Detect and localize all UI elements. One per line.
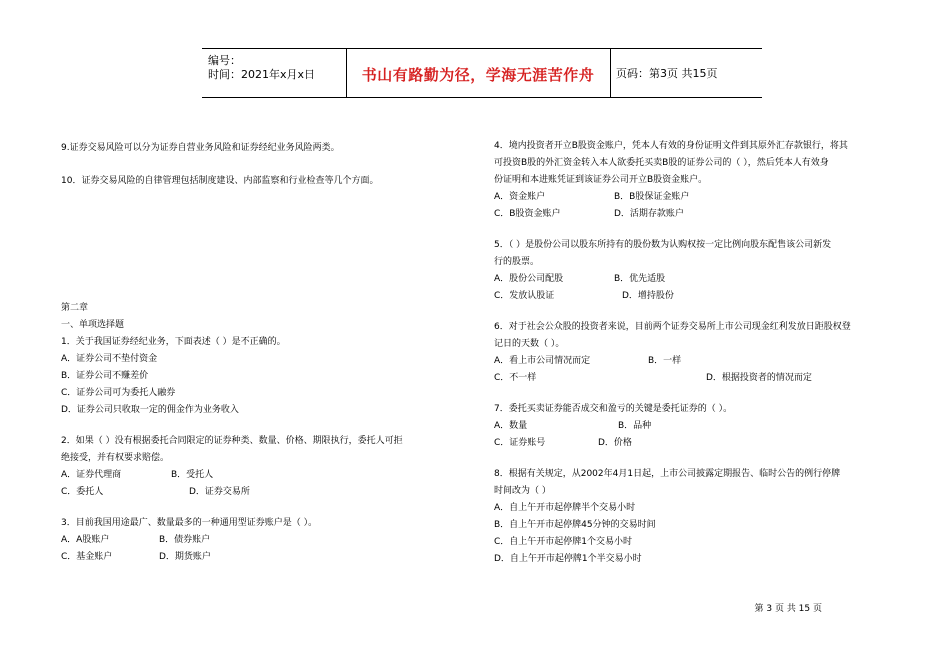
option-c: C．发放认股证: [494, 291, 555, 301]
option-c: C．自上午开市起停牌1个交易小时: [494, 537, 633, 547]
question-5: [494, 237, 914, 305]
left-column: [61, 140, 471, 566]
section-title: 一、单项选择题: [61, 320, 125, 330]
time-label: 时间：2021年x月x日: [208, 68, 316, 81]
option-d: D．期货账户: [159, 552, 211, 562]
question-stem-cont: 份证明和本进账凭证到该证券公司开立B股资金账户。: [494, 175, 708, 185]
motto-text: 书山有路勤为径，学海无涯苦作舟: [361, 66, 595, 84]
option-c: C．证券账号: [494, 438, 546, 448]
option-a: A．数量: [494, 421, 528, 431]
question-6: [494, 319, 914, 387]
option-d: D．根据投资者的情况而定: [706, 373, 812, 383]
option-a: A．自上午开市起停牌半个交易小时: [494, 503, 636, 513]
question-10: 10．证券交易风险的自律管理包括制度建设、内部监察和行业检查等几个方面。: [61, 176, 379, 186]
option-a: A．看上市公司情况而定: [494, 356, 591, 366]
question-8: [494, 466, 914, 568]
option-d: D．价格: [598, 438, 632, 448]
header-meta-cell: [202, 49, 347, 97]
option-b: B．一样: [648, 356, 682, 366]
option-b: B．品种: [618, 421, 652, 431]
question-stem-cont: 绝接受，并有权要求赔偿。: [61, 453, 170, 463]
option-d: D．活期存款账户: [614, 209, 684, 219]
option-c: C．证券公司可为委托人融券: [61, 388, 176, 398]
page-footer: 第 3 页 共 15 页: [754, 604, 822, 614]
question-stem: 1．关于我国证券经纪业务，下面表述（ ）是不正确的。: [61, 337, 286, 347]
option-a: A．股份公司配股: [494, 274, 564, 284]
chapter-title: 第二章: [61, 303, 89, 313]
option-b: B．优先适股: [614, 274, 666, 284]
option-a: A．资金账户: [494, 192, 546, 202]
question-9: 9.证券交易风险可以分为证券自营业务风险和证券经纪业务风险两类。: [61, 143, 340, 153]
page-header: [202, 48, 762, 98]
option-d: D．自上午开市起停牌1个半交易小时: [494, 554, 642, 564]
question-stem: 4．境内投资者开立B股资金账户，凭本人有效的身份证明文件到其原外汇存款银行，将其: [494, 141, 848, 151]
option-d: D．增持股份: [622, 291, 674, 301]
question-stem: 7．委托买卖证券能否成交和盈亏的关键是委托证券的（ ）。: [494, 404, 733, 414]
right-column: [494, 138, 914, 568]
option-b: B．自上午开市起停牌45分钟的交易时间: [494, 520, 656, 530]
question-stem: 2．如果（ ）没有根据委托合同限定的证券种类、数量、价格、期限执行，委托人可拒: [61, 436, 403, 446]
option-c: C．委托人: [61, 487, 104, 497]
header-motto-cell: [346, 49, 611, 97]
question-2: [61, 433, 471, 501]
question-stem: 5．（ ）是股份公司以股东所持有的股份数为认购权按一定比例向股东配售该公司新发: [494, 240, 832, 250]
option-c: C．基金账户: [61, 552, 113, 562]
question-stem-cont: 记日的天数（ ）。: [494, 339, 565, 349]
page-number-label: 页码：第3页 共15页: [616, 67, 718, 80]
question-stem: 8．根据有关规定，从2002年4月1日起，上市公司披露定期报告、临时公告的例行停牌: [494, 469, 841, 479]
question-stem: 3．目前我国用途最广、数量最多的一种通用型证券账户是（ ）。: [61, 518, 318, 528]
option-a: A．证券公司不垫付资金: [61, 354, 158, 364]
option-c: C．B股资金账户: [494, 209, 561, 219]
option-c: C．不一样: [494, 373, 537, 383]
header-page-cell: [610, 49, 762, 97]
option-b: B．债券账户: [159, 535, 211, 545]
question-stem-cont: 行的股票。: [494, 257, 540, 267]
question-stem-cont: 时间改为（ ）: [494, 486, 551, 496]
code-label: 编号：: [208, 54, 241, 67]
option-d: D．证券公司只收取一定的佣金作为业务收入: [61, 405, 239, 415]
question-4: [494, 138, 914, 223]
option-a: A．A股账户: [61, 535, 110, 545]
option-a: A．证券代理商: [61, 470, 122, 480]
option-b: B．受托人: [171, 470, 214, 480]
question-7: [494, 401, 914, 452]
option-d: D．证券交易所: [189, 487, 250, 497]
question-3: [61, 515, 471, 566]
question-stem: 6．对于社会公众股的投资者来说，目前两个证券交易所上市公司现金红利发放日距股权登: [494, 322, 851, 332]
question-1: [61, 334, 471, 419]
question-stem-cont: 可投资B股的外汇资金转入本人欲委托买卖B股的证券公司的（ ），然后凭本人有效身: [494, 158, 829, 168]
option-b: B．证券公司不赚差价: [61, 371, 149, 381]
option-b: B．B股保证金账户: [614, 192, 690, 202]
